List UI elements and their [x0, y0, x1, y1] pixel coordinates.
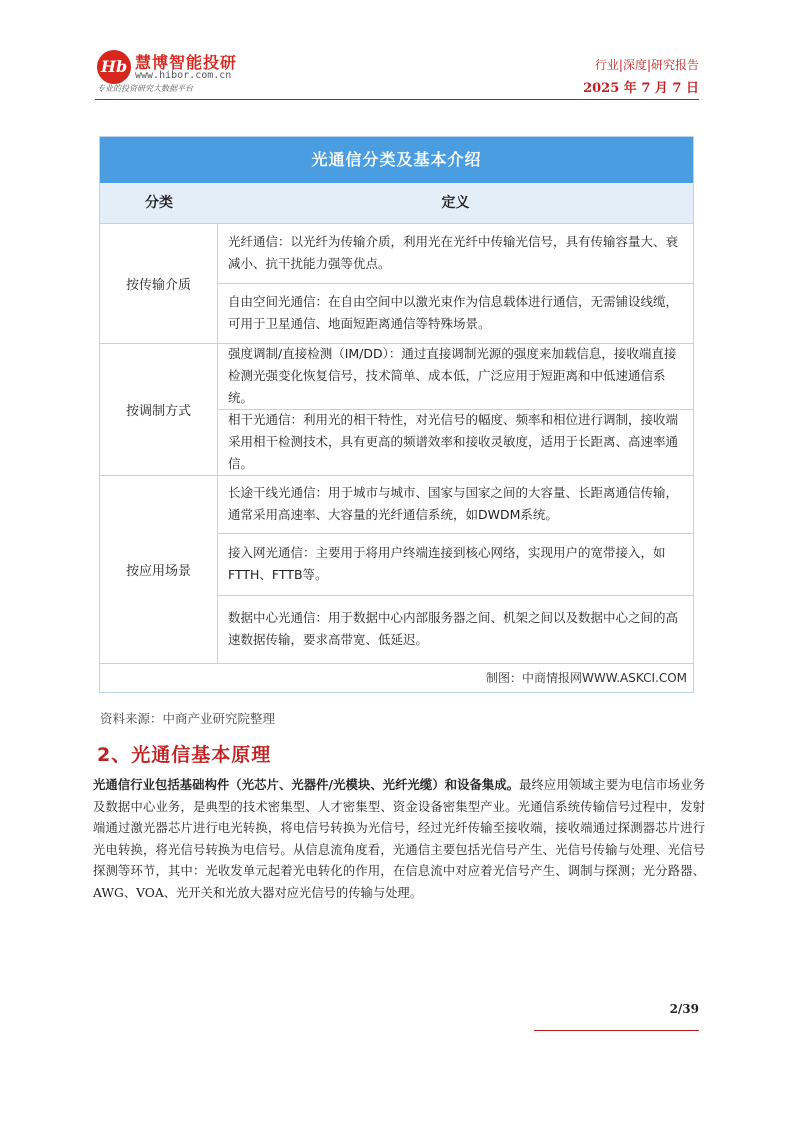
category-application: 按应用场景	[100, 475, 218, 663]
brand-logo	[97, 50, 247, 94]
table-header-row	[100, 183, 693, 223]
definition-text: 长途干线光通信：用于城市与城市、国家与国家之间的大容量、长距离通信传输，通常采用高速率、大容量的光纤通信系统，如DWDM系统。	[228, 485, 679, 522]
definition-text: 接入网光通信：主要用于将用户终端连接到核心网络，实现用户的宽带接入，如FTTH、FTTB等。	[228, 545, 666, 582]
row-divider	[218, 283, 693, 284]
row-divider	[100, 663, 693, 664]
table-credit: 制图：中商情报网WWW.ASKCI.COM	[486, 671, 687, 685]
definition-cell	[218, 533, 693, 595]
classification-table	[99, 136, 694, 693]
source-note: 资料来源：中商产业研究院整理	[100, 711, 276, 726]
logo-slogan: 专业的投资研究大数据平台	[97, 84, 193, 93]
row-divider	[218, 595, 693, 596]
paragraph-body: 最终应用领域主要为电信市场业务及数据中心业务，是典型的技术密集型、人才密集型、资金设备密集型产业。光通信系统传输信号过程中，发射端通过激光器芯片进行电光转换，将电信号转换为光信号，经过光纤传输至接收端，接收端通过探测器芯片进行光电转换，将光信号转换为电信号。从信息流角度看，光通信主要包括光信号产生、光信号传输与处理、光信号探测等环节，其中：光收发单元起着光电转化的作用，在信息流中对应着光信号产生、调制与探测；光分路器、AWG、VOA、光开关和光放大器对应光信号的传输与处理。	[93, 778, 705, 900]
definition-text: 自由空间光通信：在自由空间中以激光束作为信息载体进行通信，无需铺设线缆，可用于卫星通信、地面短距离通信等特殊场景。	[228, 294, 679, 331]
section-heading: 2、光通信基本原理	[97, 744, 272, 766]
definition-cell	[218, 283, 693, 343]
row-divider	[100, 343, 693, 344]
definition-cell	[218, 595, 693, 663]
table-title: 光通信分类及基本介绍	[100, 137, 693, 183]
definition-text: 数据中心光通信：用于数据中心内部服务器之间、机架之间以及数据中心之间的高速数据传输，要求高带宽、低延迟。	[228, 610, 679, 647]
body-paragraph	[93, 775, 705, 904]
definition-cell	[218, 343, 693, 409]
footer-divider	[534, 1030, 699, 1031]
header-divider	[95, 99, 699, 100]
definition-text: 相干光通信：利用光的相干特性，对光信号的幅度、频率和相位进行调制，接收端采用相干检测技术，具有更高的频谱效率和接收灵敏度，适用于长距离、高速率通信。	[228, 412, 679, 471]
row-divider	[218, 409, 693, 410]
definition-cell	[218, 409, 693, 475]
category-transmission-medium: 按传输介质	[100, 223, 218, 343]
report-date: 2025 年 7 月 7 日	[583, 81, 699, 96]
report-type: 行业|深度|研究报告	[594, 58, 699, 72]
logo-url: www.hibor.com.cn	[135, 70, 232, 81]
header-definition: 定义	[441, 195, 470, 211]
header-meta	[583, 56, 699, 96]
row-divider	[218, 533, 693, 534]
page-number: 2/39	[669, 1002, 699, 1016]
definition-text: 强度调制/直接检测（IM/DD）：通过直接调制光源的强度来加载信息，接收端直接检测光强变化恢复信号，技术简单、成本低，广泛应用于短距离和中低速通信系统。	[228, 346, 677, 405]
definition-text: 光纤通信：以光纤为传输介质，利用光在光纤中传输光信号，具有传输容量大、衰减小、抗干扰能力强等优点。	[228, 234, 679, 271]
row-divider	[100, 223, 693, 224]
category-modulation: 按调制方式	[100, 343, 218, 475]
paragraph-lead: 光通信行业包括基础构件（光芯片、光器件/光模块、光纤光缆）和设备集成。	[93, 778, 520, 792]
definition-cell	[218, 223, 693, 283]
header-category: 分类	[145, 195, 173, 211]
logo-icon: Hb	[97, 50, 131, 84]
row-divider	[100, 475, 693, 476]
logo-name: 慧博智能投研	[135, 53, 238, 72]
definition-cell	[218, 475, 693, 533]
